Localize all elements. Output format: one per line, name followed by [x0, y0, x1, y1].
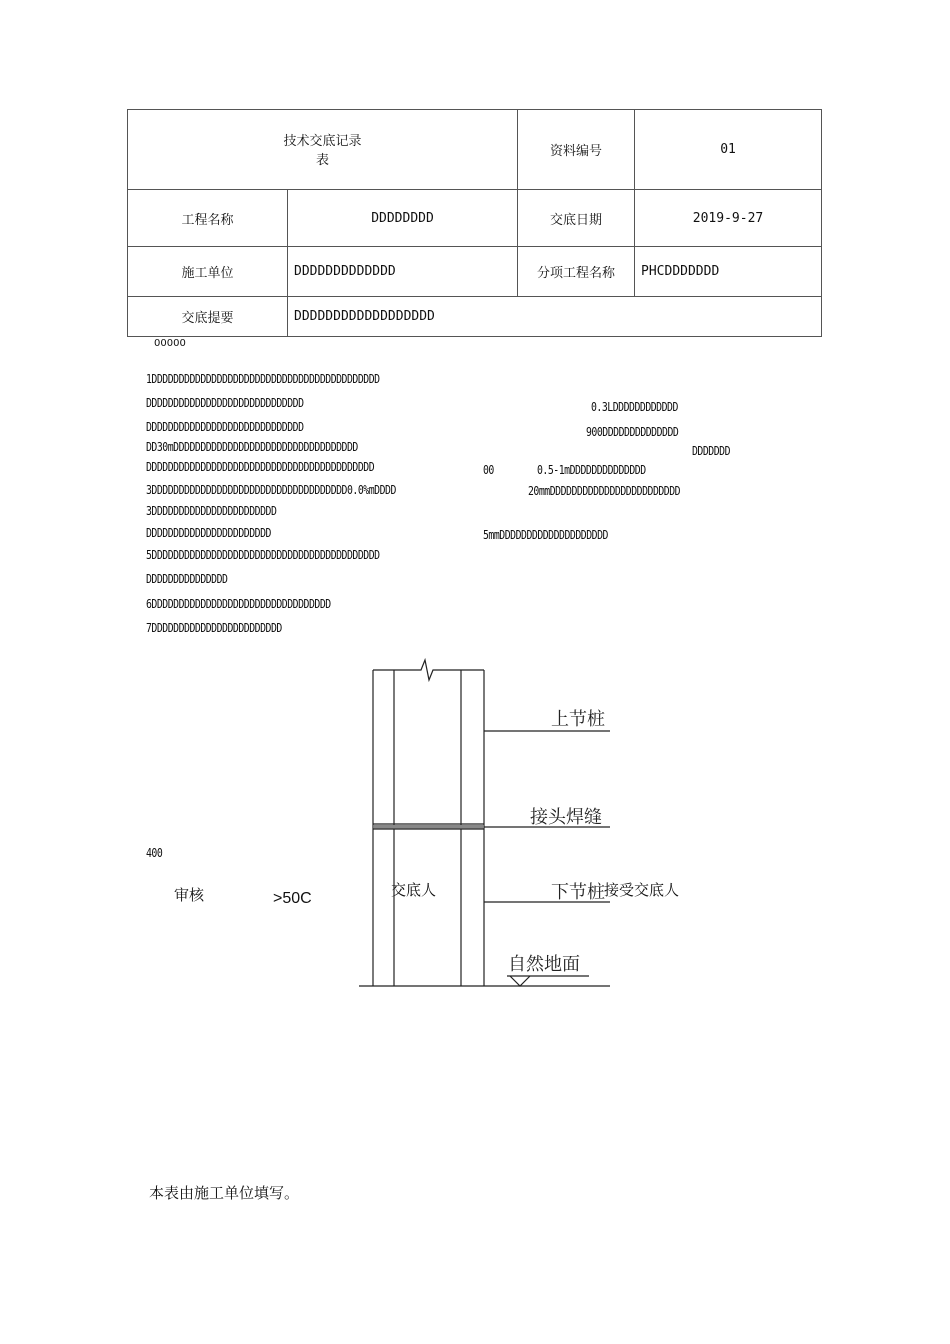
- briefing-summary-value: DDDDDDDDDDDDDDDDDD: [288, 297, 822, 337]
- content-line-8: DDDDDDDDDDDDDDDDDDDDDDD: [146, 526, 271, 540]
- right-note-4b: 0.5-1mDDDDDDDDDDDDDD: [537, 463, 646, 477]
- briefing-date-label: 交底日期: [518, 190, 635, 247]
- temperature-note: >50C: [273, 890, 312, 907]
- briefing-summary-label: 交底提要: [128, 297, 288, 337]
- content-line-4: DD30mDDDDDDDDDDDDDDDDDDDDDDDDDDDDDDDDDD: [146, 440, 358, 454]
- table-title-suffix: 表: [316, 152, 330, 168]
- presenter-label: 交底人: [391, 881, 437, 899]
- table-title: 技术交底记录: [283, 133, 362, 149]
- project-name-value: DDDDDDDD: [288, 190, 518, 247]
- right-note-4a: 00: [483, 463, 494, 477]
- item-400: 400: [146, 846, 163, 860]
- doc-no-value: 01: [635, 110, 822, 190]
- content-line-2: DDDDDDDDDDDDDDDDDDDDDDDDDDDDD: [146, 396, 304, 410]
- right-note-3: DDDDDDD: [692, 444, 731, 458]
- briefing-date-value: 2019-9-27: [635, 190, 822, 247]
- subproject-name-label: 分项工程名称: [518, 247, 635, 297]
- content-line-1: 1DDDDDDDDDDDDDDDDDDDDDDDDDDDDDDDDDDDDDDDDDD: [146, 372, 380, 386]
- subproject-name-value: PHCDDDDDDD: [635, 247, 822, 297]
- footer-note: 本表由施工单位填写。: [149, 1184, 300, 1202]
- content-line-10: DDDDDDDDDDDDDDD: [146, 572, 228, 586]
- ground-marker: [510, 976, 530, 986]
- content-heading: 00000: [154, 338, 186, 349]
- upper-pile-label: 上节桩: [551, 709, 605, 730]
- right-note-2: 900DDDDDDDDDDDDDD: [586, 425, 679, 439]
- reviewer-label: 审核: [174, 886, 205, 904]
- content-line-7: 3DDDDDDDDDDDDDDDDDDDDDDD: [146, 504, 277, 518]
- receiver-label: 接受交底人: [604, 881, 680, 899]
- right-note-6: 5mmDDDDDDDDDDDDDDDDDDDD: [483, 528, 608, 542]
- joint-weld-label: 接头焊缝: [530, 807, 602, 828]
- content-line-6: 3DDDDDDDDDDDDDDDDDDDDDDDDDDDDDDDDDDDD0.0%mDDDD: [146, 483, 396, 497]
- content-line-11: 6DDDDDDDDDDDDDDDDDDDDDDDDDDDDDDDDD: [146, 597, 331, 611]
- content-line-9: 5DDDDDDDDDDDDDDDDDDDDDDDDDDDDDDDDDDDDDDDDDD: [146, 548, 380, 562]
- lower-pile-label: 下节桩: [551, 882, 605, 903]
- ground-label: 自然地面: [508, 954, 580, 975]
- project-name-label: 工程名称: [128, 190, 288, 247]
- content-line-3: DDDDDDDDDDDDDDDDDDDDDDDDDDDDD: [146, 420, 304, 434]
- content-line-12: 7DDDDDDDDDDDDDDDDDDDDDDDD: [146, 621, 282, 635]
- joint-weld-fill: [374, 825, 483, 829]
- content-line-5: DDDDDDDDDDDDDDDDDDDDDDDDDDDDDDDDDDDDDDDDDD: [146, 460, 375, 474]
- right-note-1: 0.3LDDDDDDDDDDDD: [591, 400, 678, 414]
- construction-unit-label: 施工单位: [128, 247, 288, 297]
- pile-break-line: [373, 660, 484, 680]
- doc-no-label: 资料编号: [518, 110, 635, 190]
- right-note-5: 20mmDDDDDDDDDDDDDDDDDDDDDDDD: [528, 484, 681, 498]
- construction-unit-value: DDDDDDDDDDDDD: [288, 247, 518, 297]
